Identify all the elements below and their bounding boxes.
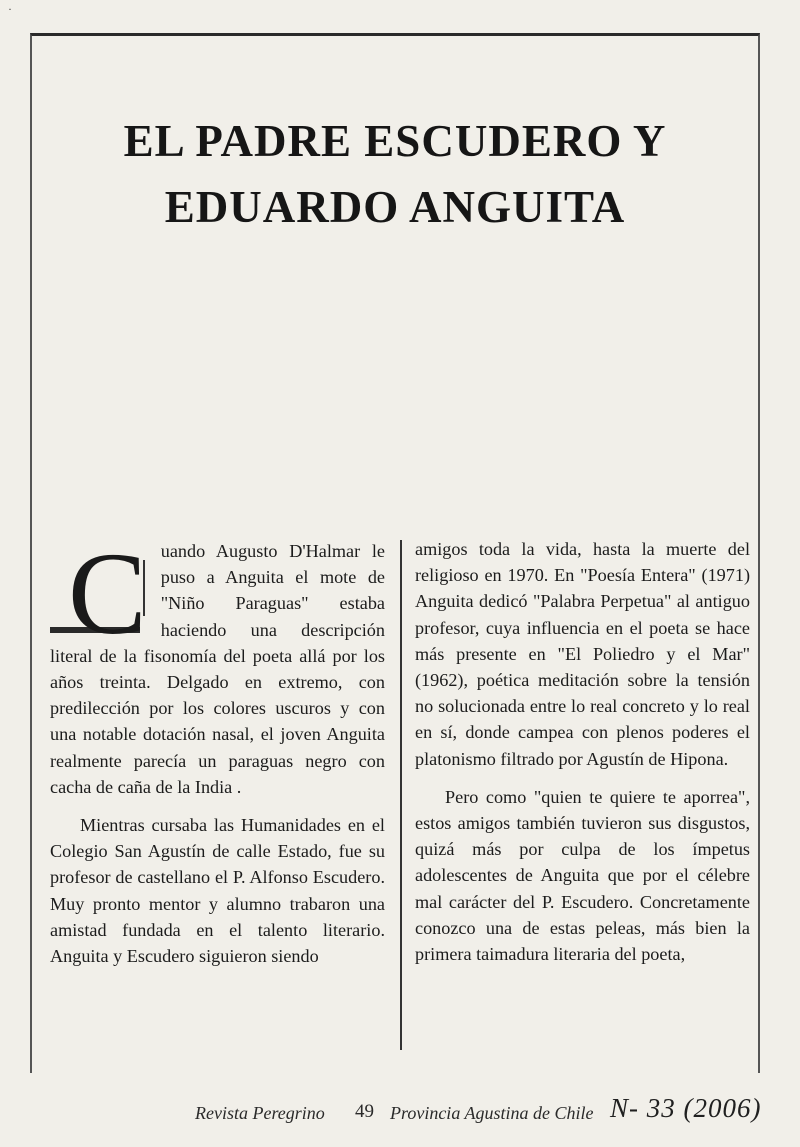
left-column — [50, 528, 385, 969]
paragraph: Pero como "quien te quiere te aporrea", estos amigos también tuvieron sus disgustos, quizá más por culpa de los ímpetus adolescentes de Anguita que por el célebre mal carácter del P. Escudero. Concretamente conozco una de estas peleas, más bien la primera taimadura literaria del poeta, — [415, 786, 750, 965]
article-title — [40, 108, 750, 240]
drop-cap: C — [68, 528, 147, 659]
journal-name: Revista Peregrino — [195, 1103, 325, 1123]
title-line-2: EDUARDO ANGUITA — [164, 182, 626, 232]
corner-speck: · — [8, 2, 12, 16]
column-divider — [400, 540, 402, 1050]
paragraph-text: uando Augusto D'Halmar le puso a Anguita el mote de "Niño Paraguas" estaba haciendo una descripción literal de la fisonomía del poeta allá por los años treinta. Delgado en extremo, con predilección por los colores uscuros y con una notable dotación nasal, el joven Anguita realmente parecía un paraguas negro con cacha de caña de la India . — [50, 541, 385, 797]
right-column — [415, 536, 750, 967]
title-line-1: EL PADRE ESCUDERO Y — [123, 116, 667, 166]
page-number: 49 — [355, 1101, 374, 1122]
page-footer — [195, 1093, 785, 1133]
paragraph: amigos toda la vida, hasta la muerte del religioso en 1970. En "Poesía Entera" (1971) Anguita dedicó "Palabra Perpetua" al antiguo profesor, cuya influencia en el poeta se hace más presente en "El Poliedro y el Mar" (1962), poética meditación sobre la tensión no solucionada entre lo real concreto y lo real en sí, donde campea con plenos poderes el platonismo filtrado por Agustín de Hipona. — [415, 539, 750, 769]
paragraph — [50, 528, 385, 800]
paragraph: Mientras cursaba las Humanidades en el Colegio San Agustín de calle Estado, fue su profesor de castellano el P. Alfonso Escudero. Muy pronto mentor y alumno trabaron una amistad fundada en el talento literario. Anguita y Escudero siguieron siendo — [50, 815, 385, 967]
province-name: Provincia Agustina de Chile — [390, 1103, 594, 1123]
handwritten-note: N- 33 (2006) — [610, 1093, 762, 1123]
